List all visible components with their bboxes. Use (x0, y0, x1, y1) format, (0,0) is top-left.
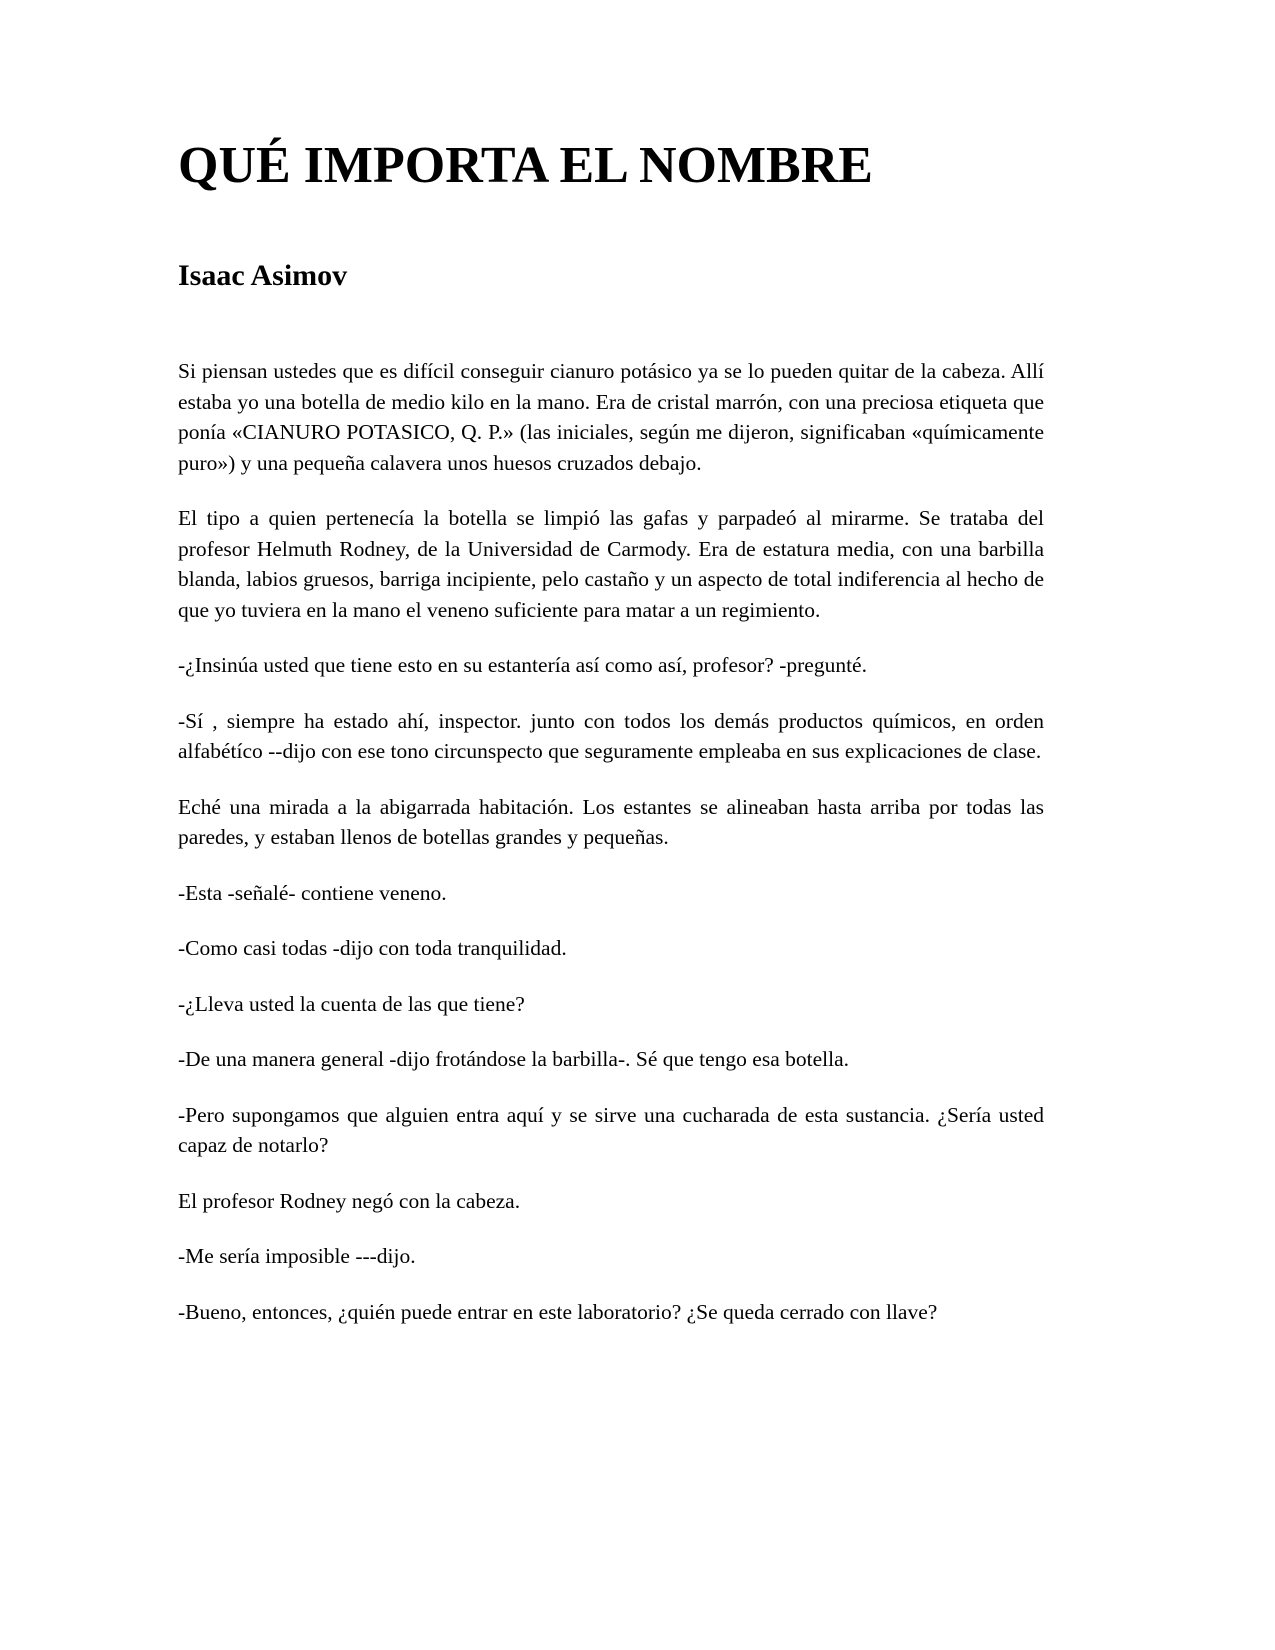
paragraph: -Como casi todas -dijo con toda tranquilidad. (178, 936, 567, 961)
paragraph: -Pero supongamos que alguien entra aquí y se sirve una cucharada de esta sustancia. ¿Sería usted capaz de notarlo? (178, 1102, 1044, 1158)
paragraph: -Bueno, entonces, ¿quién puede entrar en este laboratorio? ¿Se queda cerrado con llave? (178, 1299, 938, 1324)
paragraph: El tipo a quien pertenecía la botella se limpió las gafas y parpadeó al mirarme. Se trataba del profesor Helmuth Rodney, de la Universidad de Carmody. Era de estatura media, con una barbilla blanda, labios gruesos, barriga incipiente, pelo castaño y un aspecto de total indiferencia al hecho de que yo tuviera en la mano el veneno suficiente para matar a un regimiento. (178, 506, 1044, 622)
paragraph: El profesor Rodney negó con la cabeza. (178, 1188, 521, 1213)
paragraph: -¿Insinúa usted que tiene esto en su estantería así como así, profesor? -pregunté. (178, 653, 867, 678)
story-body (178, 294, 1044, 1327)
paragraph: -¿Lleva usted la cuenta de las que tiene? (178, 991, 525, 1016)
paragraph: -Sí , siempre ha estado ahí, inspector. junto con todos los demás productos químicos, en orden alfabétíco --dijo con ese tono circunspecto que seguramente empleaba en sus explicaciones de clase. (178, 708, 1044, 764)
paragraph: -De una manera general -dijo frotándose la barbilla-. Sé que tengo esa botella. (178, 1047, 850, 1072)
paragraph: Si piensan ustedes que es difícil conseguir cianuro potásico ya se lo pueden quitar de la cabeza. Allí estaba yo una botella de medio kilo en la mano. Era de cristal marrón, con una preciosa etiqueta que ponía «CIANURO POTASICO, Q. P.» (las iniciales, según me dijeron, significaban «químicamente puro») y una pequeña calavera unos huesos cruzados debajo. (178, 359, 1044, 475)
paragraph: -Esta -señalé- contiene veneno. (178, 880, 447, 905)
author-heading: Isaac Asimov (178, 259, 348, 293)
paragraph: -Me sería imposible ---dijo. (178, 1244, 416, 1269)
paragraph: Eché una mirada a la abigarrada habitación. Los estantes se alineaban hasta arriba por todas las paredes, y estaban llenos de botellas grandes y pequeñas. (178, 794, 1044, 850)
page-title: QUÉ IMPORTA EL NOMBRE (178, 137, 873, 194)
document-content-column (178, 0, 1044, 1327)
